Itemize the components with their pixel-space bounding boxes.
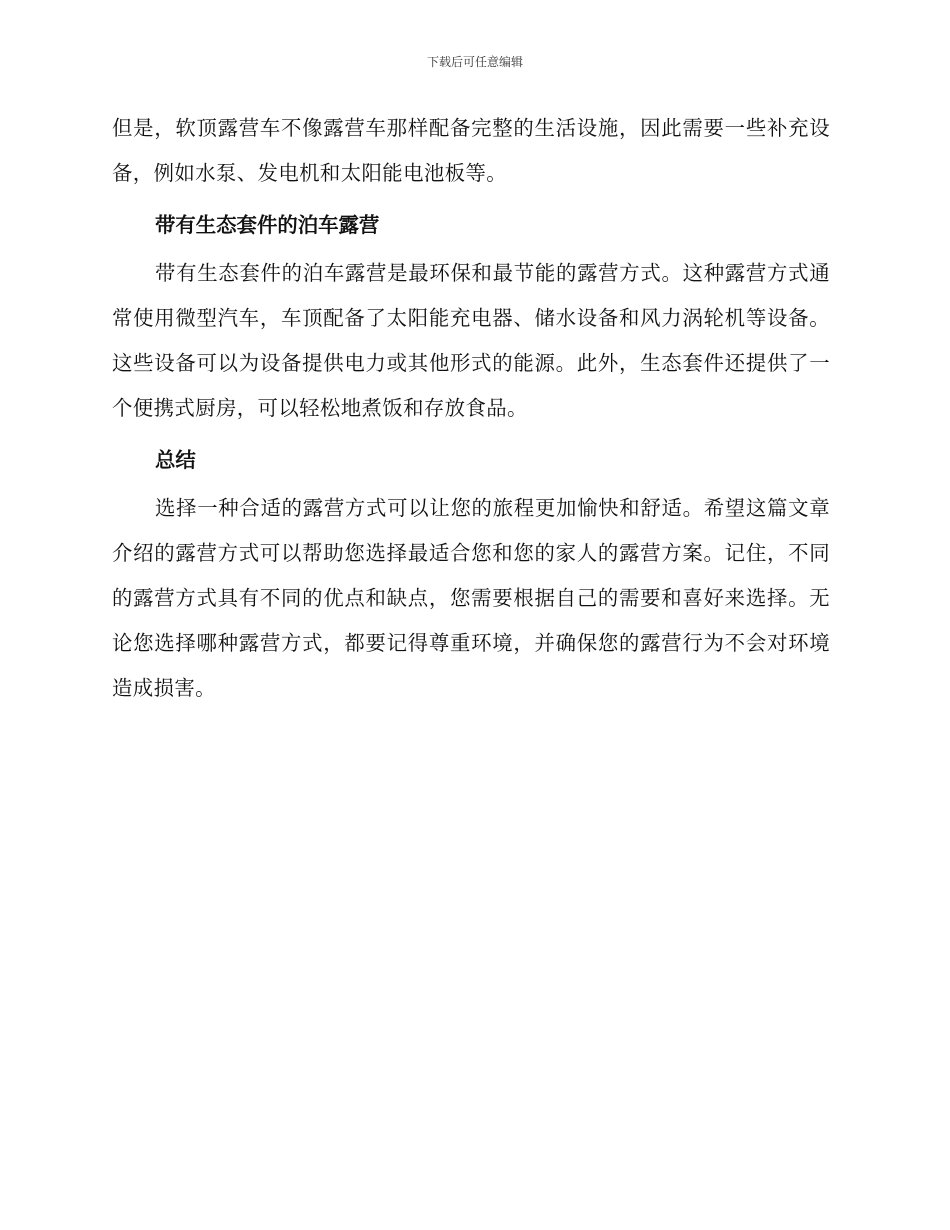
intro-paragraph: 但是，软顶露营车不像露营车那样配备完整的生活设施，因此需要一些补充设备，例如水泵、发电机和太阳能电池板等。 bbox=[112, 116, 830, 185]
summary-section-heading: 总结 bbox=[155, 448, 196, 472]
eco-section-heading: 带有生态套件的泊车露营 bbox=[155, 213, 380, 237]
summary-section-paragraph: 选择一种合适的露营方式可以让您的旅程更加愉快和舒适。希望这篇文章介绍的露营方式可以帮助您选择最适合您和您的家人的露营方案。记住，不同的露营方式具有不同的优点和缺点，您需要根据自己的需要和喜好来选择。无论您选择哪种露营方式，都要记得尊重环境，并确保您的露营行为不会对环境造成损害。 bbox=[112, 496, 830, 700]
document-body bbox=[112, 106, 830, 711]
page-header: 下载后可任意编辑 bbox=[426, 55, 523, 69]
eco-section-paragraph: 带有生态套件的泊车露营是最环保和最节能的露营方式。这种露营方式通常使用微型汽车，车顶配备了太阳能充电器、储水设备和风力涡轮机等设备。这些设备可以为设备提供电力或其他形式的能源。此外，生态套件还提供了一个便携式厨房，可以轻松地煮饭和存放食品。 bbox=[112, 261, 830, 420]
